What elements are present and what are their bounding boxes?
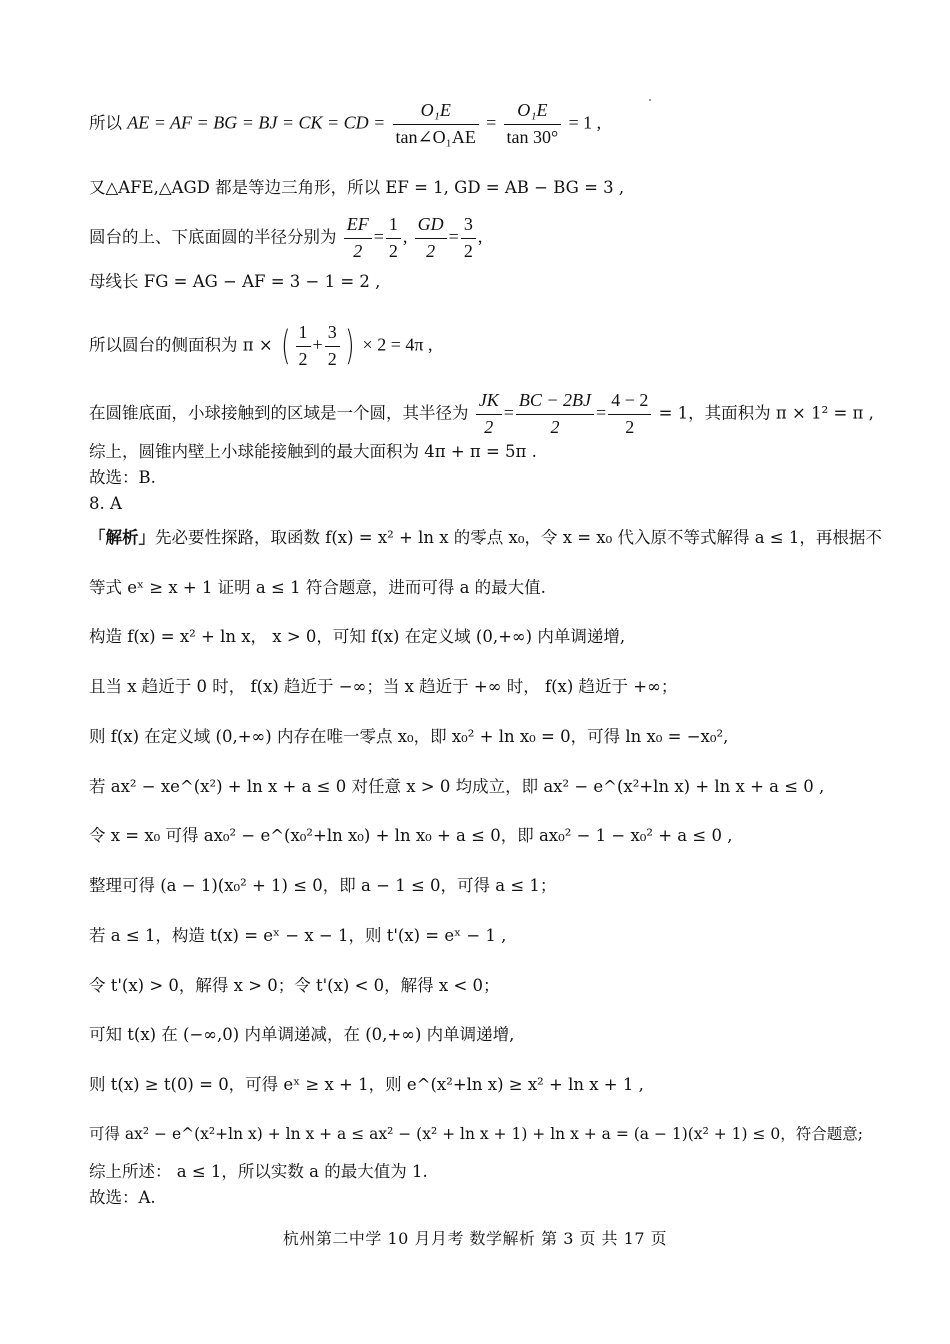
- fraction: [325, 322, 340, 370]
- text-line-21: [89, 1075, 890, 1095]
- numerator: 4 − 2: [608, 390, 651, 415]
- equation-line-3: 圆台的上、下底面圆的半径分别为 $\frac{EF}{2}$ = $\frac{1}{2}$ , $\frac{GD}{2}$ = $\frac{3}{2}$ ,: [89, 214, 483, 261]
- text: = 1，其面积为 π × 1² = π ,: [658, 403, 874, 423]
- text: 若 ax² − xe^(x²) + ln x + a ≤ 0 对任意 x > 0 均成立，即 ax² − e^(x²+ln x) + ln x + a ≤ 0 ,: [89, 777, 825, 796]
- fraction: [504, 100, 562, 148]
- fraction: [393, 100, 479, 148]
- denominator: tan∠O₁AE: [395, 126, 476, 147]
- numerator: EF: [344, 214, 372, 239]
- fraction: [415, 214, 447, 262]
- text-line-16: [89, 826, 890, 846]
- numerator: O₁E: [504, 100, 562, 125]
- text-line-13: [89, 677, 890, 697]
- denominator: 2: [426, 240, 436, 261]
- denominator: tan 30°: [506, 126, 559, 147]
- fraction: [608, 390, 651, 438]
- text-line-12: [89, 627, 890, 647]
- text: 令 x = x₀ 可得 ax₀² − e^(x₀²+ln x₀) + ln x₀ + a ≤ 0，即 ax₀² − 1 − x₀² + a ≤ 0 ,: [89, 826, 733, 845]
- denominator: 2: [327, 348, 337, 369]
- denominator: 2: [550, 416, 560, 437]
- text: 在圆锥底面，小球接触到的区域是一个圆，其半径为: [89, 403, 469, 423]
- fraction: [516, 390, 594, 438]
- fraction: [296, 322, 311, 370]
- text: 所以圆台的侧面积为 π ×: [89, 335, 273, 355]
- analysis-tag: 「解析」: [89, 528, 155, 547]
- text-line-15: [89, 777, 890, 797]
- text: 先必要性探路，取函数 f(x) = x² + ln x 的零点 x₀，令 x = x₀ 代入原不等式解得 a ≤ 1，再根据不: [155, 528, 882, 547]
- text: 则 t(x) ≥ t(0) = 0，可得 eˣ ≥ x + 1，则 e^(x²+ln x) ≥ x² + ln x + 1 ,: [89, 1075, 644, 1094]
- text: 等式 eˣ ≥ x + 1 证明 a ≤ 1 符合题意，进而可得 a 的最大值.: [89, 578, 546, 597]
- math: AE = AF = BG = BJ = CK = CD =: [127, 112, 386, 133]
- question-number: [89, 494, 890, 514]
- text: 则 f(x) 在定义域 (0,+∞) 内存在唯一零点 x₀，即 x₀² + ln x₀ = 0，可得 ln x₀ = −x₀²,: [89, 727, 729, 746]
- equation-line-1: 所以 AE = AF = BG = BJ = CK = CD = $\frac{\text{O₁E}}{\text{tan∠O₁AE}}$ = $\frac{\text{O₁E}}{\tan 30^\circ}$ = 1 ,: [89, 100, 602, 147]
- text-line-17: [89, 876, 890, 896]
- text: 可知 t(x) 在 (−∞,0) 内单调递减，在 (0,+∞) 内单调递增,: [89, 1025, 515, 1044]
- equation-line-5: 所以圆台的侧面积为 π × ( $\frac{1}{2}$ + $\frac{3}{2}$ ) × 2 = 4π ,: [89, 322, 433, 370]
- numerator: 3: [325, 322, 340, 347]
- fraction: [386, 214, 401, 262]
- numerator: 1: [296, 322, 311, 347]
- fraction: [476, 390, 502, 438]
- denominator: 2: [298, 348, 308, 369]
- text: 又△AFE,△AGD 都是等边三角形，所以 EF = 1, GD = AB − BG = 3 ,: [89, 178, 625, 197]
- text-line-7: [89, 442, 890, 462]
- text: 构造 f(x) = x² + ln x， x > 0，可知 f(x) 在定义域 (0,+∞) 内单调递增,: [89, 627, 626, 646]
- analysis-line: [89, 528, 890, 548]
- text: 综上，圆锥内壁上小球能接触到的最大面积为 4π + π = 5π .: [89, 442, 537, 461]
- text-line-2: [89, 178, 890, 198]
- text: 故选：A.: [89, 1188, 156, 1207]
- text-line-24: [89, 1188, 890, 1208]
- equation-line-6: 在圆锥底面，小球接触到的区域是一个圆，其半径为 $\frac{JK}{2}$ = $\frac{BC - 2BJ}{2}$ = $\frac{4 - 2}{2}$ = 1，其面积为 π × 1² = π ,: [89, 390, 874, 437]
- math: = 1 ,: [568, 112, 602, 133]
- numerator: BC − 2BJ: [516, 390, 594, 415]
- text: 故选：B.: [89, 468, 156, 487]
- text-line-23: [89, 1162, 890, 1182]
- page-footer: 杭州第二中学 10 月月考 数学解析 第 3 页 共 17 页: [282, 1229, 668, 1248]
- text-line-18: [89, 926, 890, 946]
- text: 令 t'(x) > 0，解得 x > 0；令 t'(x) < 0，解得 x < 0；: [89, 976, 500, 995]
- denominator: 2: [463, 240, 473, 261]
- numerator: GD: [415, 214, 447, 239]
- fraction: [344, 214, 372, 262]
- text: 8. A: [89, 494, 122, 513]
- text: 母线长 FG = AG − AF = 3 − 1 = 2 ,: [89, 272, 381, 291]
- text: 若 a ≤ 1，构造 t(x) = eˣ − x − 1，则 t'(x) = eˣ − 1 ,: [89, 926, 507, 945]
- text: 所以: [89, 113, 122, 133]
- text-line-14: [89, 727, 890, 747]
- text: 综上所述： a ≤ 1，所以实数 a 的最大值为 1.: [89, 1162, 428, 1181]
- text: 圆台的上、下底面圆的半径分别为: [89, 227, 337, 247]
- text-line-22: [89, 1125, 890, 1144]
- denominator: 2: [353, 240, 363, 261]
- text-line-8: [89, 468, 890, 488]
- numerator: 3: [461, 214, 476, 239]
- text-line-19: [89, 976, 890, 996]
- denominator: 2: [388, 240, 398, 261]
- numerator: JK: [476, 390, 502, 415]
- text: 可得 ax² − e^(x²+ln x) + ln x + a ≤ ax² − (x² + ln x + 1) + ln x + a = (a − 1)(x² + 1) ≤ 0，符合题意;: [89, 1125, 863, 1143]
- fraction: [461, 214, 476, 262]
- text-line-11: [89, 578, 890, 598]
- denominator: 2: [625, 416, 635, 437]
- numerator: O₁E: [393, 100, 479, 125]
- text: 整理可得 (a − 1)(x₀² + 1) ≤ 0，即 a − 1 ≤ 0，可得 a ≤ 1；: [89, 876, 557, 895]
- text: 且当 x 趋近于 0 时， f(x) 趋近于 −∞；当 x 趋近于 +∞ 时， f(x) 趋近于 +∞；: [89, 677, 678, 696]
- math: × 2 = 4π ,: [362, 334, 433, 355]
- text-line-4: [89, 272, 890, 292]
- text-line-20: [89, 1025, 890, 1045]
- numerator: 1: [386, 214, 401, 239]
- denominator: 2: [484, 416, 494, 437]
